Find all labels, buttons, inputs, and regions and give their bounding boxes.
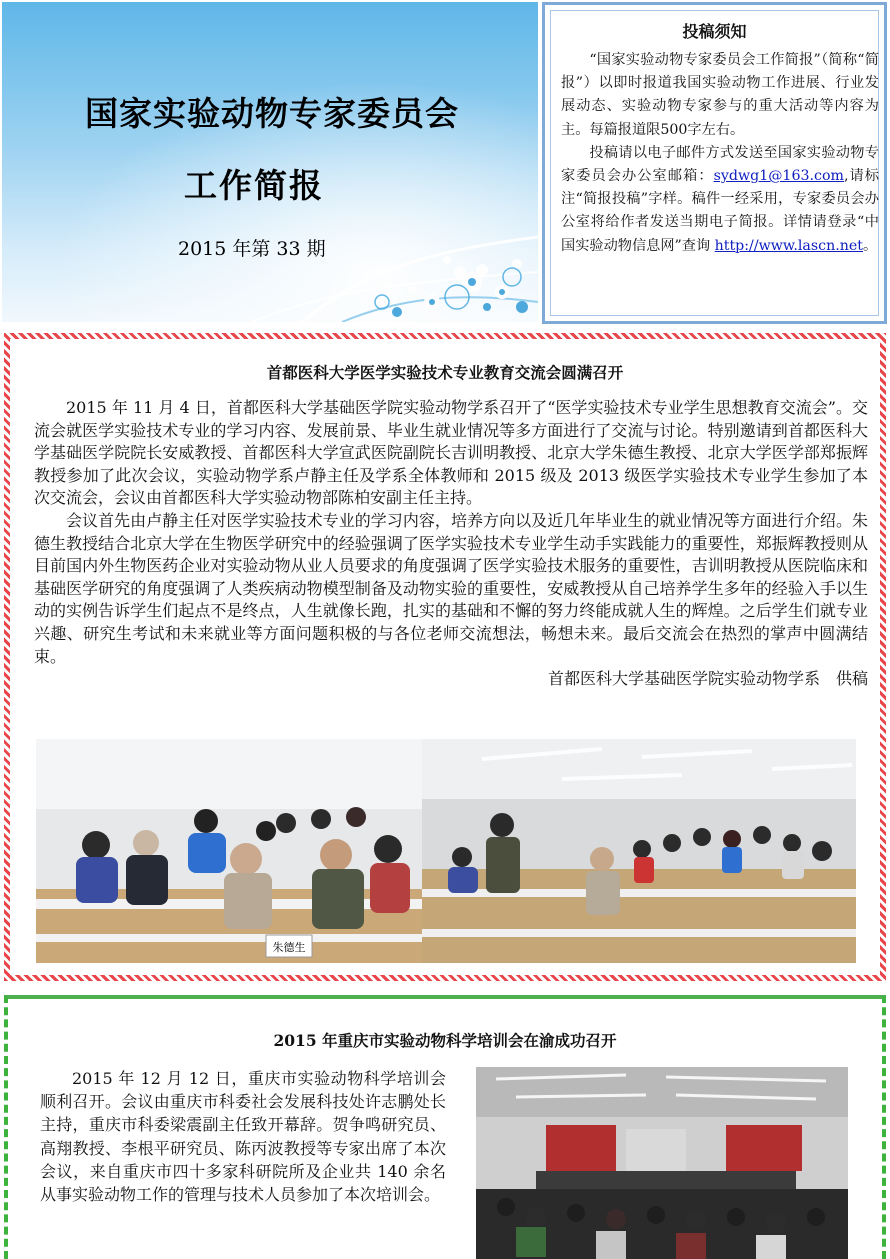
notice-title: 投稿须知 bbox=[682, 22, 747, 41]
article-2-title: 2015 年重庆市实验动物科学培训会在渝成功召开 bbox=[273, 1031, 617, 1050]
meeting-photo-2-image bbox=[422, 739, 856, 963]
article-1-title: 首都医科大学医学实验技术专业教育交流会圆满召开 bbox=[266, 363, 624, 382]
notice-inner-frame bbox=[550, 10, 879, 316]
nameplate: 朱德生 bbox=[272, 941, 306, 954]
article-2 bbox=[4, 995, 886, 1259]
website-link[interactable]: http://www.lascn.net bbox=[714, 237, 863, 254]
header-banner bbox=[2, 2, 538, 322]
notice-text: 投稿请以电子邮件方式发送至国家实验动物专家委员会办公室邮箱： bbox=[561, 144, 879, 185]
article-2-body bbox=[40, 1067, 446, 1206]
meeting-photo-1 bbox=[36, 739, 422, 963]
article-2-paragraph-1: 2015 年 12 月 12 日，重庆市实验动物科学培训会顺利召开。会议由重庆市科委社会发展科技处许志鹏处长主持，重庆市科委梁震副主任致开幕辞。贺争鸣研究员、高翔教授、李根平研究员、陈丙波教授等专家出席了本次会议，来自重庆市四十多家科研院所及企业共 140 余名从事实验动物工作的管理与技术人员参加了本次培训会。 bbox=[40, 1069, 446, 1205]
newsletter-subtitle: 工作简报 bbox=[184, 166, 324, 205]
article-1-credit: 首都医科大学基础医学院实验动物学系 供稿 bbox=[547, 669, 868, 689]
notice-body bbox=[561, 49, 879, 258]
meeting-photo-2 bbox=[422, 739, 856, 963]
notice-text: 。 bbox=[862, 237, 878, 254]
notice-paragraph-2 bbox=[561, 142, 879, 258]
article-1-body bbox=[34, 397, 868, 691]
notice-text: ,请标注“简报投稿”字样。稿件一经采用，专家委员会办公室将给作者发送当期电子简报。详情请登录“中国实验动物信息网”查询 bbox=[561, 168, 879, 254]
article-1-paragraph-1: 2015 年 11 月 4 日，首都医科大学基础医学院实验动物学系召开了“医学实验技术专业学生思想教育交流会”。交流会就医学实验技术专业的学习内容、发展前景、毕业生就业情况等多方面进行了交流与讨论。特别邀请到首都医科大学基础医学院院长安威教授、首都医科大学宣武医院副院长吉训明教授、北京大学朱德生教授、北京大学医学部郑振辉教授参加了此次会议，实验动物学系卢静主任及学系全体教师和 2015 级及 2013 级医学实验技术专业学生参加了本次交流会，会议由首都医科大学实验动物部陈柏安副主任主持。 bbox=[34, 398, 868, 508]
article-1 bbox=[4, 333, 886, 981]
submission-notice bbox=[542, 2, 887, 324]
email-link[interactable]: sydwg1@163.com bbox=[713, 168, 844, 185]
meeting-photo-1-image bbox=[36, 739, 422, 963]
notice-paragraph-1: “国家实验动物专家委员会工作简报”（简称“简报”）以即时报道我国实验动物工作进展、行业发展动态、实验动物专家参与的重大活动等内容为主。每篇报道限500字左右。 bbox=[561, 52, 879, 138]
training-photo bbox=[476, 1067, 848, 1259]
issue-number: 2015 年第 33 期 bbox=[178, 238, 326, 260]
article-1-paragraph-2: 会议首先由卢静主任对医学实验技术专业的学习内容，培养方向以及近几年毕业生的就业情况等方面进行介绍。朱德生教授结合北京大学在生物医学研究中的经验强调了医学实验技术专业学生动手实践能力的重要性，郑振辉教授则从目前国内外生物医药企业对实验动物从业人员要求的角度强调了医学实验技术服务的重要性，吉训明教授从医院临床和基础医学研究的角度强调了人类疾病动物模型制备及动物实验的重要性，安威教授从自己培养学生多年的经验入手以生动的实例告诉学生们起点不是终点，人生就像长跑，扎实的基础和不懈的努力终能成就人生的辉煌。之后学生们就专业兴趣、研究生考试和未来就业等方面问题积极的与各位老师交流想法，畅想未来。最后交流会在热烈的掌声中圆满结束。 bbox=[34, 510, 868, 666]
article-1-content bbox=[10, 339, 880, 975]
training-photo-image bbox=[476, 1067, 848, 1259]
newsletter-title: 国家实验动物专家委员会 bbox=[85, 94, 459, 133]
